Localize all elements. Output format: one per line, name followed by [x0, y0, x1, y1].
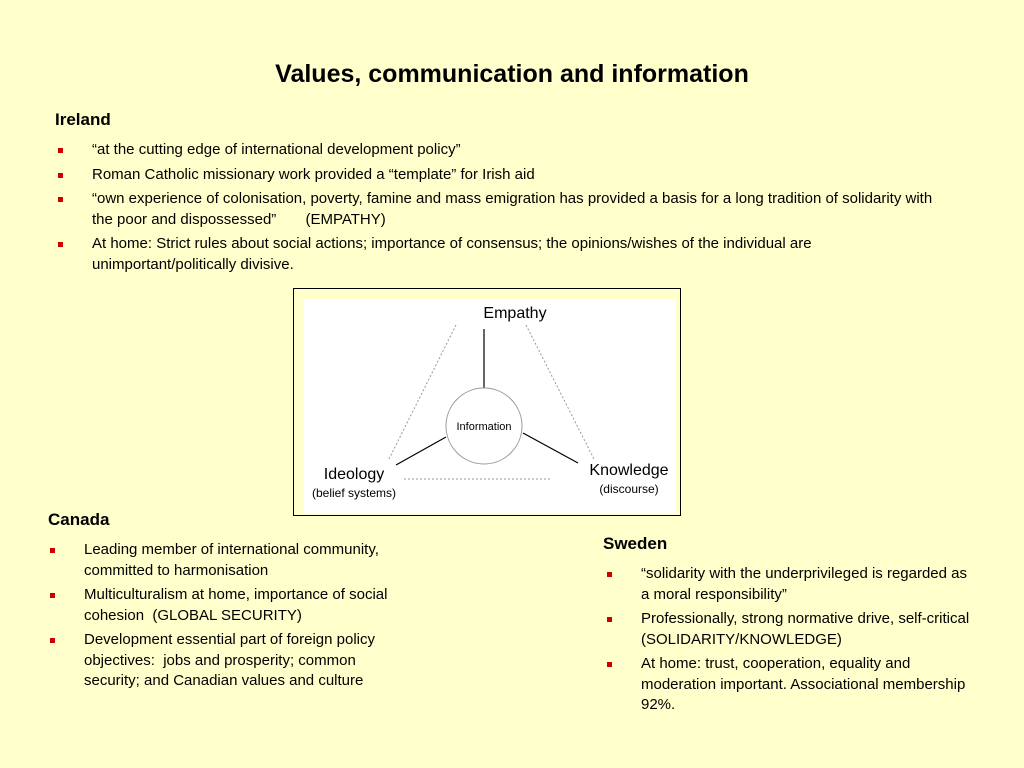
bullet-icon	[58, 242, 63, 247]
list-item	[55, 140, 935, 161]
list-item	[604, 654, 974, 716]
knowledge-label: Knowledge	[589, 462, 669, 479]
ideology-label: Ideology	[323, 466, 385, 483]
information-label: Information	[456, 421, 512, 433]
bullet-icon	[50, 548, 55, 553]
bullet-icon	[50, 593, 55, 598]
bullet-text: “solidarity with the underprivileged is regarded as a moral responsibility”	[641, 565, 968, 603]
list-item	[604, 564, 974, 605]
bullet-text: Professionally, strong normative drive, self-critical (SOLIDARITY/KNOWLEDGE)	[641, 610, 982, 648]
bullet-icon	[50, 638, 55, 643]
bullet-text: At home: trust, cooperation, equality and moderation important. Associational membership 92%.	[641, 655, 966, 713]
bullet-icon	[607, 617, 612, 622]
canada-bullet-list	[47, 540, 402, 696]
diagram-graphic	[294, 289, 680, 515]
list-item	[55, 165, 935, 186]
bullet-icon	[58, 173, 63, 178]
bullet-text: At home: Strict rules about social actions; importance of consensus; the opinions/wishes of the individual are unimportant/politically divisive.	[92, 235, 812, 273]
list-item	[55, 189, 935, 230]
bullet-text: Multiculturalism at home, importance of social cohesion (GLOBAL SECURITY)	[84, 586, 392, 624]
ireland-bullet-list	[55, 140, 935, 279]
bullet-text: “own experience of colonisation, poverty, famine and mass emigration has provided a basis for a long tradition of solidarity with the poor and dispossessed” (EMPATHY)	[92, 190, 937, 228]
values-diagram	[293, 288, 681, 516]
bullet-text: Roman Catholic missionary work provided a “template” for Irish aid	[92, 165, 535, 183]
bullet-text: Development essential part of foreign policy objectives: jobs and prosperity; common security; and Canadian values and culture	[84, 631, 380, 689]
list-item	[604, 609, 982, 650]
page-title: Values, communication and information	[275, 60, 749, 88]
sweden-heading: Sweden	[603, 534, 668, 553]
ireland-heading: Ireland	[55, 110, 111, 129]
ideology-sub-label: (belief systems)	[311, 486, 397, 500]
bullet-text: Leading member of international community, committed to harmonisation	[84, 541, 379, 579]
sweden-bullet-list	[604, 564, 982, 720]
bullet-icon	[58, 197, 63, 202]
knowledge-sub-label: (discourse)	[599, 482, 659, 496]
bullet-icon	[607, 572, 612, 577]
list-item	[47, 585, 402, 626]
list-item	[55, 234, 935, 275]
empathy-label: Empathy	[483, 305, 547, 322]
bullet-icon	[58, 148, 63, 153]
bullet-icon	[607, 662, 612, 667]
list-item	[47, 540, 402, 581]
canada-heading: Canada	[48, 510, 110, 529]
list-item	[47, 630, 402, 692]
bullet-text: “at the cutting edge of international development policy”	[92, 141, 461, 158]
